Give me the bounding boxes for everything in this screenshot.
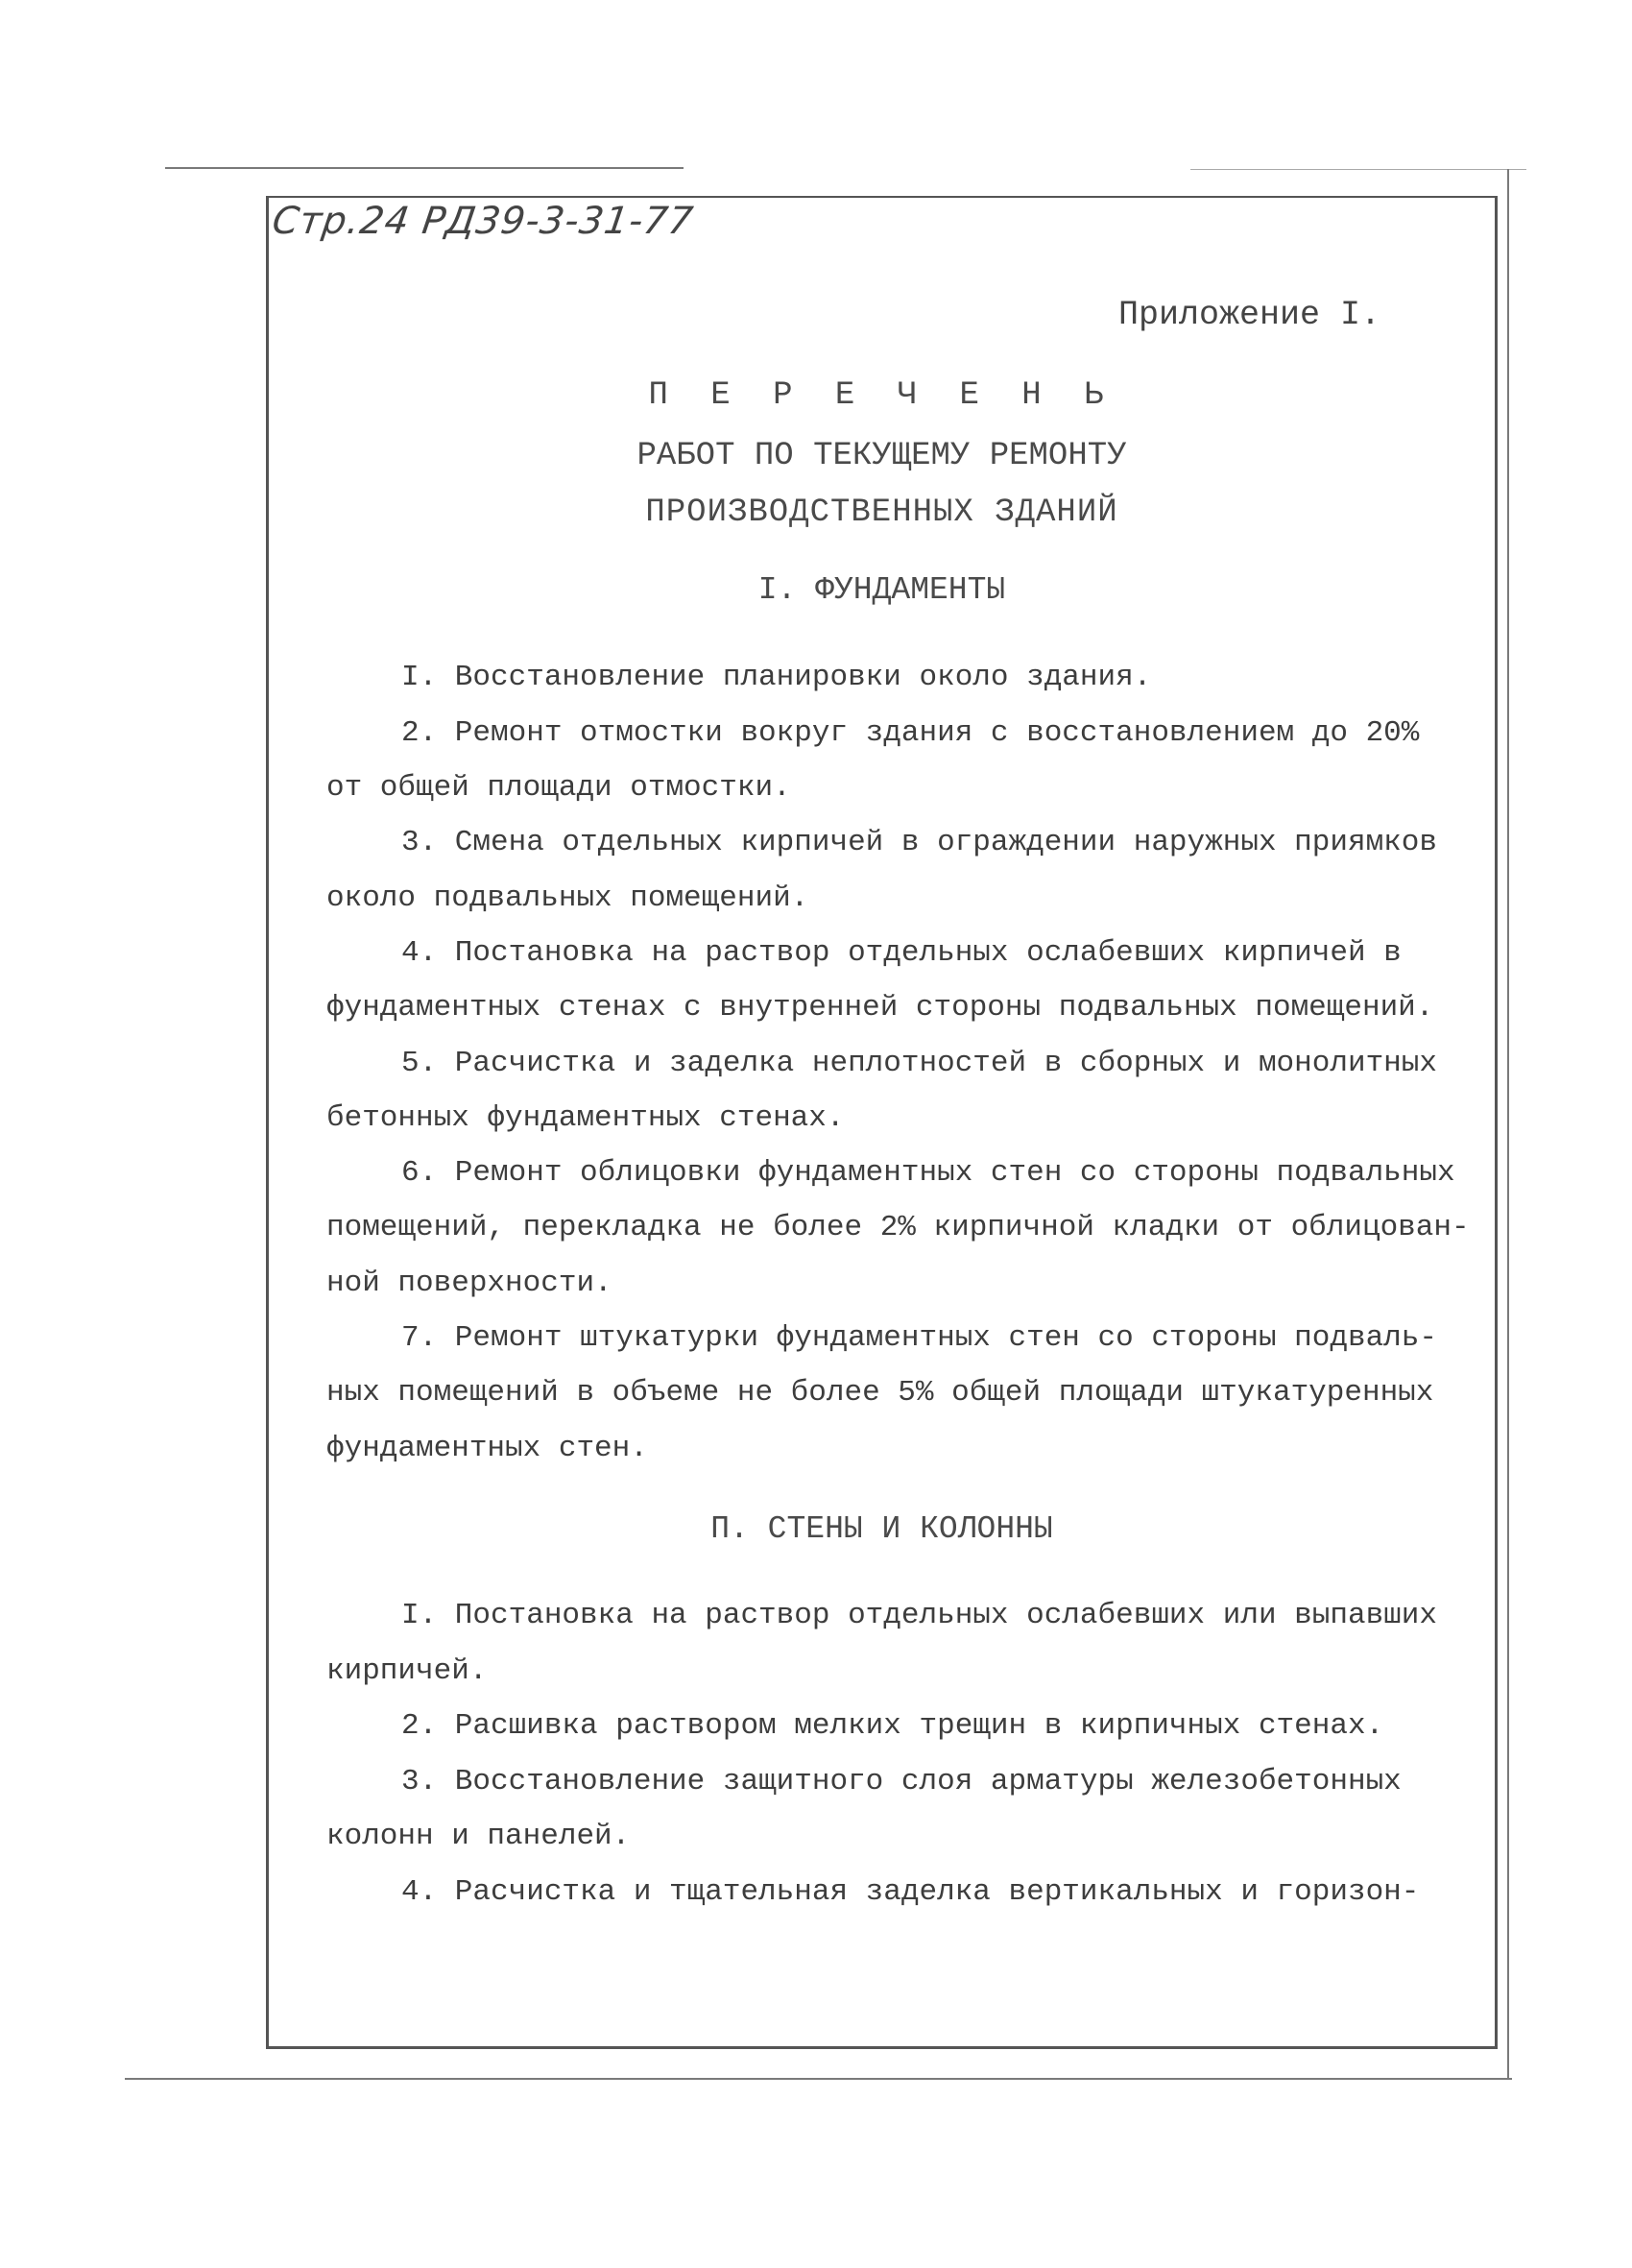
section-1-line: 4. Постановка на раствор отдельных ослабевших кирпичей в [401,936,1402,970]
title-line-2: РАБОТ ПО ТЕКУЩЕМУ РЕМОНТУ [636,438,1127,474]
section-1-line: ной поверхности. [326,1267,612,1300]
section-2-heading: П. СТЕНЫ И КОЛОННЫ [710,1511,1053,1547]
section-1-line: 6. Ремонт облицовки фундаментных стен со стороны подвальных [401,1156,1455,1190]
section-2-line: 2. Расшивка раствором мелких трещин в кирпичных стенах. [401,1709,1384,1743]
section-1-line: от общей площади отмостки. [326,771,791,805]
section-2-line: кирпичей. [326,1654,488,1688]
section-1-line: I. Восстановление планировки около здания. [401,661,1152,694]
title-line-1: П Е Р Е Ч Е Н Ь [648,377,1116,414]
scan-edge-right [1507,169,1509,2080]
section-1-line: 5. Расчистка и заделка неплотностей в сборных и монолитных [401,1047,1437,1080]
section-1-line: бетонных фундаментных стенах. [326,1101,845,1135]
section-1-line: помещений, перекладка не более 2% кирпичной кладки от облицован- [326,1211,1470,1244]
title-line-3: ПРОИЗВОДСТВЕННЫХ ЗДАНИЙ [645,495,1118,531]
section-1-line: 7. Ремонт штукатурки фундаментных стен со стороны подваль- [401,1321,1437,1355]
section-1-line: 3. Смена отдельных кирпичей в ограждении наружных приямков [401,826,1437,859]
scan-edge-bottom [125,2078,1512,2080]
section-2-line: колонн и панелей. [326,1820,631,1853]
section-2-line: 4. Расчистка и тщательная заделка вертикальных и горизон- [401,1875,1420,1909]
scan-edge-top-right [1190,169,1526,170]
section-2-line: I. Постановка на раствор отдельных ослабевших или выпавших [401,1599,1437,1632]
document-code-handwritten: Стр.24 РД39-3-31-77 [269,200,697,243]
section-1-line: фундаментных стен. [326,1432,648,1465]
appendix-label: Приложение I. [1117,296,1380,334]
section-2-line: 3. Восстановление защитного слоя арматуры железобетонных [401,1765,1402,1798]
section-1-line: около подвальных помещений. [326,881,809,915]
section-1-line: фундаментных стенах с внутренней стороны подвальных помещений. [326,991,1434,1025]
section-1-line: 2. Ремонт отмостки вокруг здания с восстановлением до 20% [401,716,1420,750]
scan-edge-top-left [165,167,684,169]
section-1-line: ных помещений в объеме не более 5% общей площади штукатуренных [326,1376,1434,1410]
section-1-heading: I. ФУНДАМЕНТЫ [757,572,1006,608]
